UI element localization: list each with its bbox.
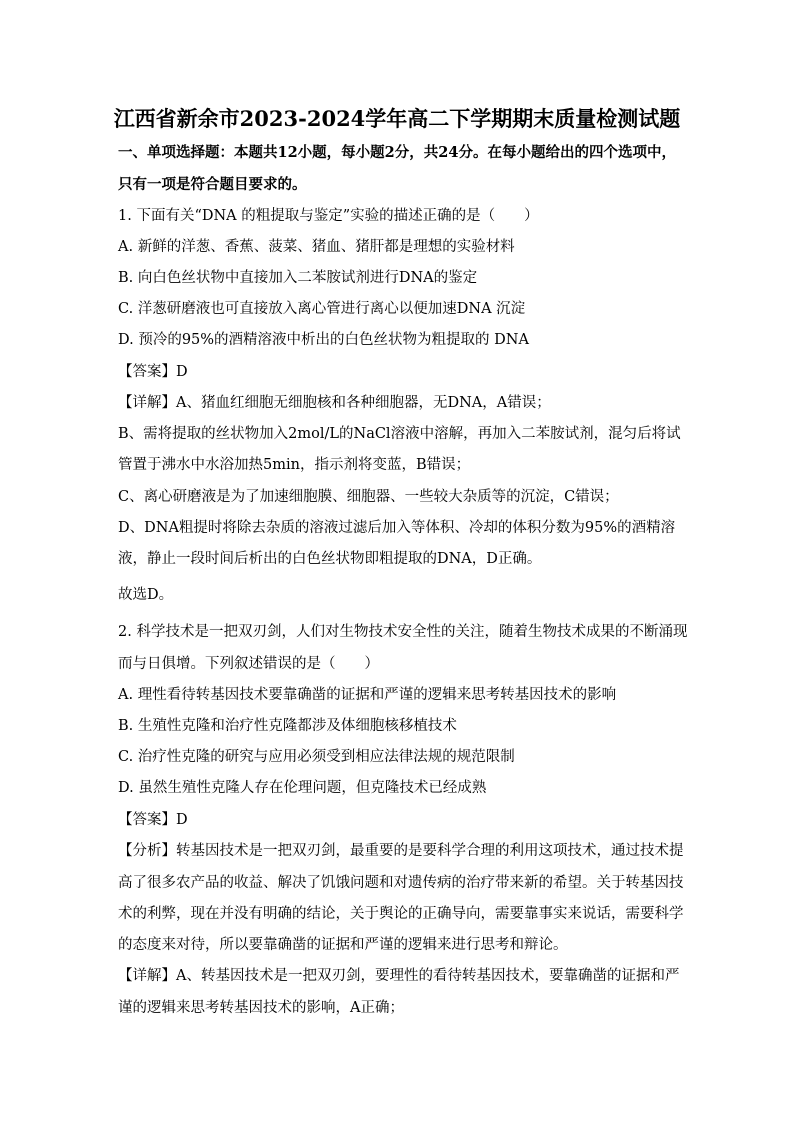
q1-explanation-line-3: 管置于沸水中水浴加热5min，指示剂将变蓝，B错误； xyxy=(118,457,471,473)
q2-option-c: C. 治疗性克隆的研究与应用必须受到相应法律法规的规范限制 xyxy=(118,749,515,765)
q2-analysis-line-3: 术的利弊，现在并没有明确的结论，关于舆论的正确导向，需要靠事实来说话，需要科学 xyxy=(118,906,684,922)
q2-stem-line-2: 而与日俱增。下列叙述错误的是（ ） xyxy=(118,656,379,672)
q2-explanation-line-2: 谨的逻辑来思考转基因技术的影响，A正确； xyxy=(118,1000,404,1016)
q1-option-c: C. 洋葱研磨液也可直接放入离心管进行离心以便加速DNA 沉淀 xyxy=(118,301,526,317)
q1-option-d: D. 预冷的95%的酒精溶液中析出的白色丝状物为粗提取的 DNA xyxy=(118,332,529,348)
q1-stem: 1. 下面有关“DNA 的粗提取与鉴定”实验的描述正确的是（ ） xyxy=(118,208,539,224)
q2-stem-line-1: 2. 科学技术是一把双刃剑，人们对生物技术安全性的关注，随着生物技术成果的不断涌现 xyxy=(118,624,688,640)
q2-option-b: B. 生殖性克隆和治疗性克隆都涉及体细胞核移植技术 xyxy=(118,718,457,734)
q2-analysis-line-4: 的态度来对待，所以要靠确凿的证据和严谨的逻辑来进行思考和辩论。 xyxy=(118,937,568,953)
q2-option-a: A. 理性看待转基因技术要靠确凿的证据和严谨的逻辑来思考转基因技术的影响 xyxy=(118,687,617,703)
q1-conclusion: 故选D。 xyxy=(118,587,174,603)
q1-option-a: A. 新鲜的洋葱、香蕉、菠菜、猪血、猪肝都是理想的实验材料 xyxy=(118,239,515,255)
q2-option-d: D. 虽然生殖性克隆人存在伦理问题，但克隆技术已经成熟 xyxy=(118,780,487,796)
q1-explanation-line-6: 液，静止一段时间后析出的白色丝状物即粗提取的DNA，D正确。 xyxy=(118,551,542,567)
q1-explanation-line-1: 【详解】A、猪血红细胞无细胞核和各种细胞器，无DNA，A错误； xyxy=(118,395,551,411)
q1-explanation-line-2: B、需将提取的丝状物加入2mol/L的NaCl溶液中溶解，再加入二苯胺试剂，混匀后将试 xyxy=(118,426,681,442)
q2-answer: 【答案】D xyxy=(118,812,188,828)
q2-analysis-line-2: 高了很多农产品的收益、解决了饥饿问题和对遗传病的治疗带来新的希望。关于转基因技 xyxy=(118,875,684,891)
q1-answer: 【答案】D xyxy=(118,364,188,380)
section-heading-line-2: 只有一项是符合题目要求的。 xyxy=(118,176,307,193)
section-heading-line-1: 一、单项选择题：本题共12小题，每小题2分，共24分。在每小题给出的四个选项中， xyxy=(118,144,676,161)
q1-option-b: B. 向白色丝状物中直接加入二苯胺试剂进行DNA的鉴定 xyxy=(118,270,478,286)
q2-analysis-line-1: 【分析】转基因技术是一把双刃剑，最重要的是要科学合理的利用这项技术，通过技术提 xyxy=(118,843,684,859)
document-title: 江西省新余市2023-2024学年高二下学期期末质量检测试题 xyxy=(113,106,681,131)
q1-explanation-line-5: D、DNA粗提时将除去杂质的溶液过滤后加入等体积、冷却的体积分数为95%的酒精溶 xyxy=(118,520,676,536)
q1-explanation-line-4: C、离心研磨液是为了加速细胞膜、细胞器、一些较大杂质等的沉淀，C错误； xyxy=(118,489,619,505)
q2-explanation-line-1: 【详解】A、转基因技术是一把双刃剑，要理性的看待转基因技术，要靠确凿的证据和严 xyxy=(118,968,680,984)
